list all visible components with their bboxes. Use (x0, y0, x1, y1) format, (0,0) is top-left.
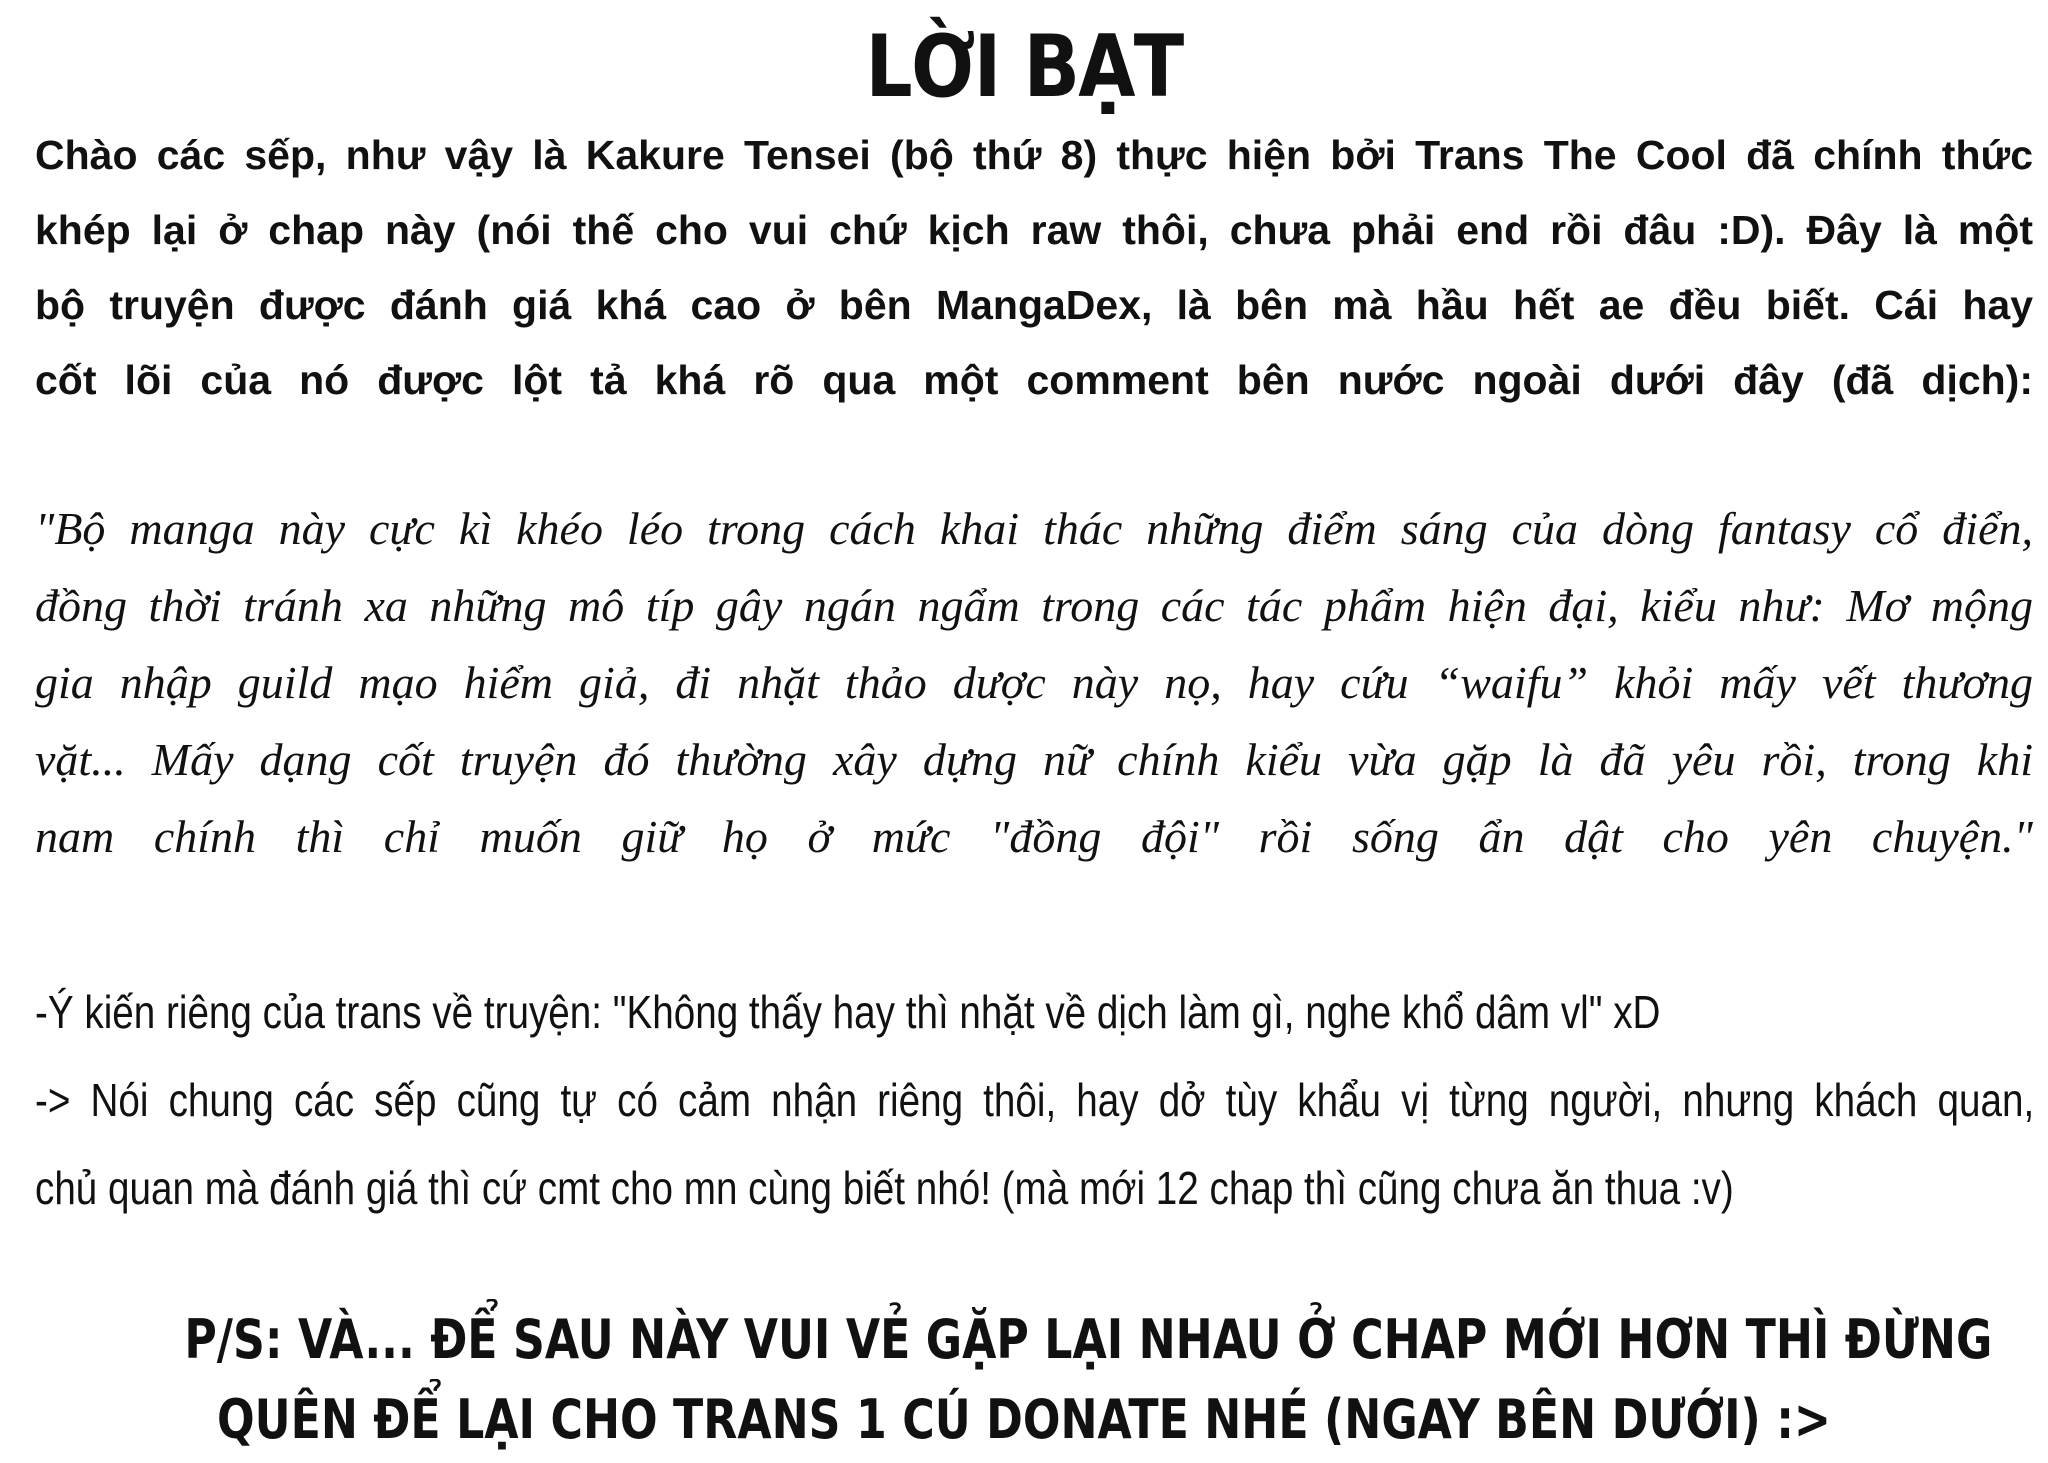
quote-line: vặt... Mấy dạng cốt truyện đó thường xây dựng nữ chính kiểu vừa gặp là đã yêu rồi, trong khi (35, 734, 2033, 785)
opinion-line: -> Nói chung các sếp cũng tự có cảm nhận riêng thôi, hay dở tùy khẩu vị từng người, nhưng khách quan, (35, 1074, 2035, 1126)
translator-opinion (35, 968, 2033, 1232)
intro-line: cốt lõi của nó được lột tả khá rõ qua một comment bên nước ngoài dưới đây (đã dịch): (35, 357, 2033, 403)
intro-line: Chào các sếp, như vậy là Kakure Tensei (bộ thứ 8) thực hiện bởi Trans The Cool đã chính thức (35, 132, 2033, 178)
quoted-comment (35, 490, 2033, 875)
intro-line: bộ truyện được đánh giá khá cao ở bên MangaDex, là bên mà hầu hết ae đều biết. Cái hay (35, 282, 2033, 328)
opinion-line: -Ý kiến riêng của trans về truyện: "Không thấy hay thì nhặt về dịch làm gì, nghe khổ dâm vl" xD (35, 986, 1661, 1038)
ps-line: QUÊN ĐỂ LẠI CHO TRANS 1 CÚ DONATE NHÉ (NGAY BÊN DƯỚI) :> (216, 1388, 1832, 1451)
intro-paragraph (35, 118, 2033, 418)
quote-line: "Bộ manga này cực kì khéo léo trong cách khai thác những điểm sáng của dòng fantasy cổ điển, (35, 503, 2033, 554)
quote-line: gia nhập guild mạo hiểm giả, đi nhặt thảo dược này nọ, hay cứu “waifu” khỏi mấy vết thương (35, 657, 2033, 708)
ps-line: P/S: VÀ... ĐỂ SAU NÀY VUI VẺ GẶP LẠI NHAU Ở CHAP MỚI HƠN THÌ ĐỪNG (184, 1308, 1993, 1371)
quote-line: đồng thời tránh xa những mô típ gây ngán ngẩm trong các tác phẩm hiện đại, kiểu như: Mơ mộng (35, 580, 2033, 631)
quote-line: nam chính thì chỉ muốn giữ họ ở mức "đồng đội" rồi sống ẩn dật cho yên chuyện." (35, 811, 2033, 862)
ps-note (0, 1300, 2048, 1460)
intro-line: khép lại ở chap này (nói thế cho vui chứ kịch raw thôi, chưa phải end rồi đâu :D). Đây là một (35, 207, 2033, 253)
page-title: LỜI BẠT (865, 17, 1183, 117)
opinion-line: chủ quan mà đánh giá thì cứ cmt cho mn cùng biết nhó! (mà mới 12 chap thì cũng chưa ăn thua :v) (35, 1162, 1734, 1214)
